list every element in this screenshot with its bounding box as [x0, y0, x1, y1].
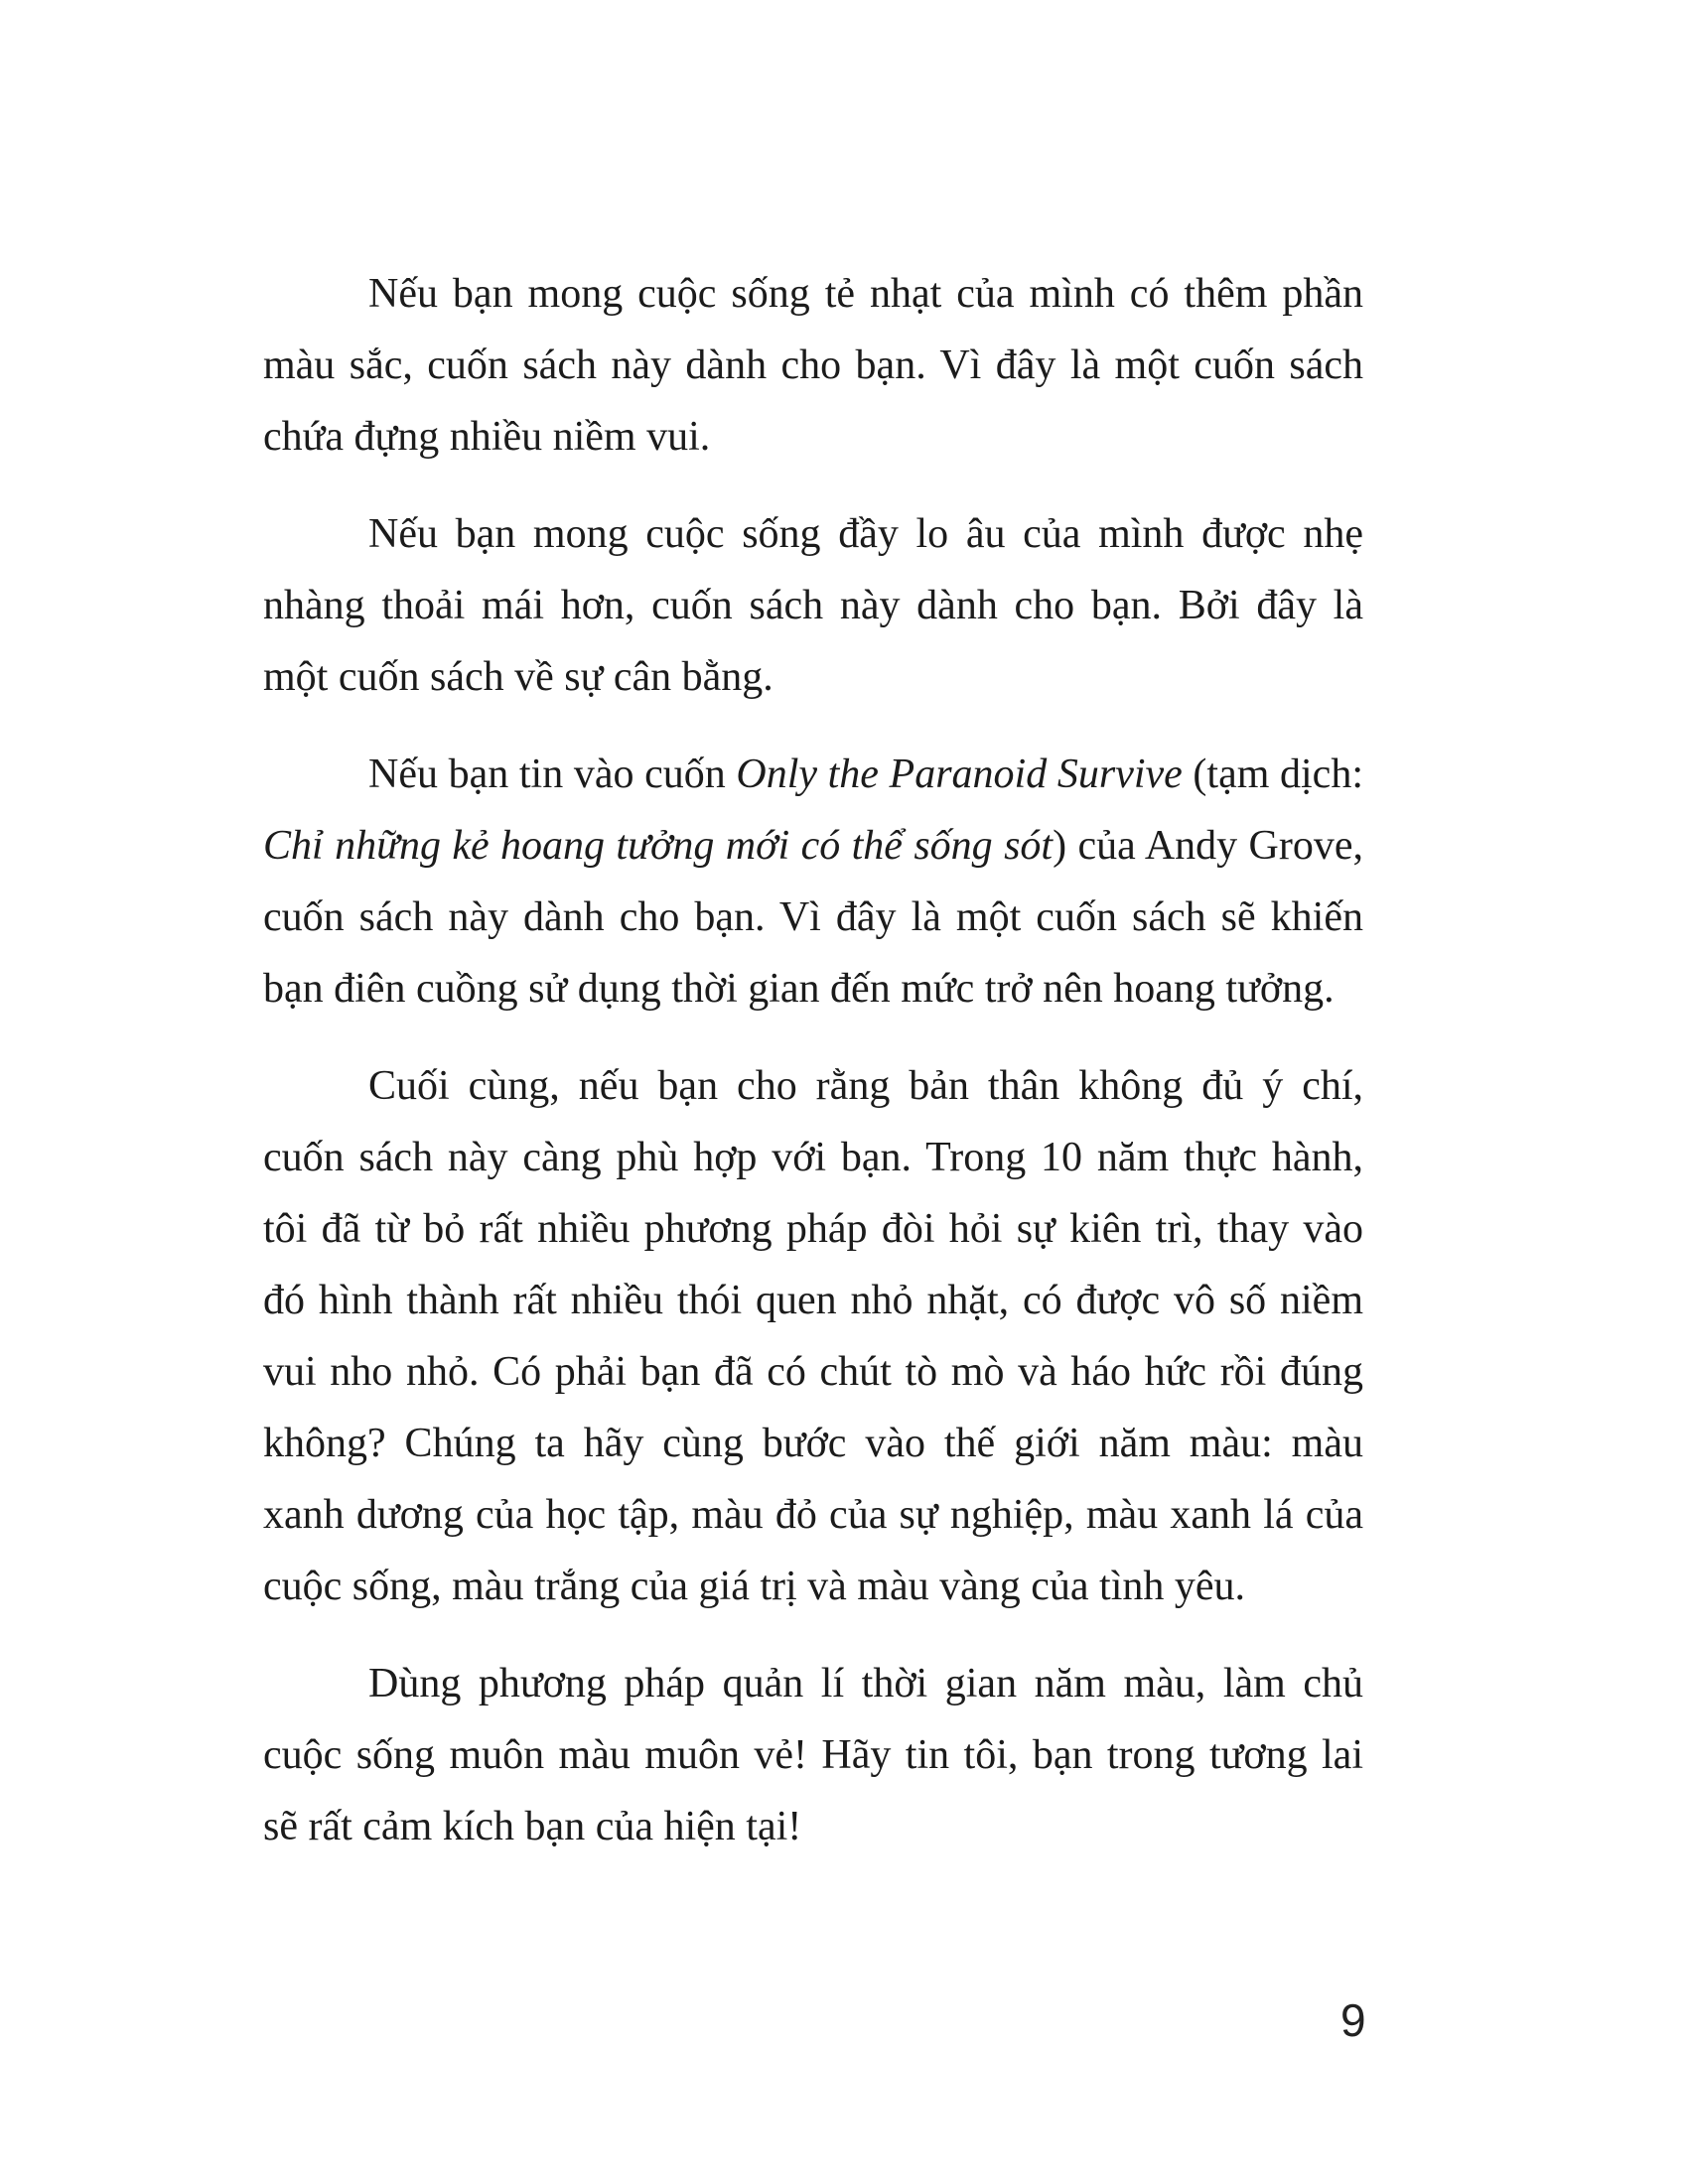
text-line [263, 570, 1363, 641]
text-segment: nhàng thoải mái hơn, cuốn sách này dành cho bạn. Bởi đây là [263, 583, 1363, 628]
paragraph [263, 498, 1363, 713]
text-line [263, 953, 1363, 1024]
text-line [263, 739, 1363, 810]
text-segment: cuộc sống, màu trắng của giá trị và màu vàng của tình yêu. [263, 1564, 1246, 1609]
text-segment: chứa đựng nhiều niềm vui. [263, 414, 711, 460]
paragraph [263, 739, 1363, 1024]
text-segment: Nếu bạn mong cuộc sống đầy lo âu của mình được nhẹ [368, 511, 1363, 557]
text-line [263, 498, 1363, 570]
text-segment: ) của Andy Grove, [1053, 823, 1364, 869]
text-segment: Dùng phương pháp quản lí thời gian năm màu, làm chủ [368, 1661, 1363, 1706]
text-line [263, 401, 1363, 473]
italic-text-segment: Only the Paranoid Survive [736, 751, 1183, 797]
page-body [263, 258, 1363, 1862]
text-segment: một cuốn sách về sự cân bằng. [263, 654, 774, 700]
text-segment: (tạm dịch: [1182, 751, 1363, 797]
text-segment: đó hình thành rất nhiều thói quen nhỏ nhặt, có được vô số niềm [263, 1278, 1363, 1323]
italic-text-segment: Chỉ những kẻ hoang tưởng mới có thể sống sót [263, 823, 1054, 869]
text-line [263, 1050, 1363, 1122]
text-segment: vui nho nhỏ. Có phải bạn đã có chút tò mò và háo hức rồi đúng [263, 1349, 1363, 1395]
text-segment: cuốn sách này càng phù hợp với bạn. Trong 10 năm thực hành, [263, 1135, 1363, 1180]
text-segment: không? Chúng ta hãy cùng bước vào thế giới năm màu: màu [263, 1421, 1363, 1466]
page-number: 9 [1340, 1994, 1366, 2046]
text-segment: Cuối cùng, nếu bạn cho rằng bản thân không đủ ý chí, [368, 1063, 1363, 1109]
text-line [263, 1648, 1363, 1719]
text-segment: tôi đã từ bỏ rất nhiều phương pháp đòi hỏi sự kiên trì, thay vào [263, 1206, 1363, 1252]
text-segment: Nếu bạn mong cuộc sống tẻ nhạt của mình có thêm phần [368, 271, 1363, 317]
text-line [263, 258, 1363, 330]
text-segment: màu sắc, cuốn sách này dành cho bạn. Vì đây là một cuốn sách [263, 342, 1363, 388]
text-line [263, 1719, 1363, 1791]
text-segment: cuốn sách này dành cho bạn. Vì đây là một cuốn sách sẽ khiến [263, 894, 1363, 940]
text-line [263, 1122, 1363, 1193]
text-line [263, 1479, 1363, 1551]
text-segment: xanh dương của học tập, màu đỏ của sự nghiệp, màu xanh lá của [263, 1492, 1363, 1538]
text-line [263, 810, 1363, 882]
paragraph [263, 258, 1363, 473]
paragraph [263, 1648, 1363, 1862]
text-line [263, 1551, 1363, 1622]
text-line [263, 641, 1363, 713]
text-line [263, 1791, 1363, 1862]
paragraph [263, 1050, 1363, 1622]
text-line [263, 1265, 1363, 1336]
text-line [263, 1408, 1363, 1479]
text-line [263, 330, 1363, 401]
text-segment: sẽ rất cảm kích bạn của hiện tại! [263, 1804, 802, 1849]
text-line [263, 1336, 1363, 1408]
text-segment: cuộc sống muôn màu muôn vẻ! Hãy tin tôi, bạn trong tương lai [263, 1732, 1363, 1778]
text-segment: Nếu bạn tin vào cuốn [368, 751, 737, 797]
text-line [263, 1193, 1363, 1265]
text-segment: bạn điên cuồng sử dụng thời gian đến mức trở nên hoang tưởng. [263, 966, 1335, 1012]
text-line [263, 882, 1363, 953]
